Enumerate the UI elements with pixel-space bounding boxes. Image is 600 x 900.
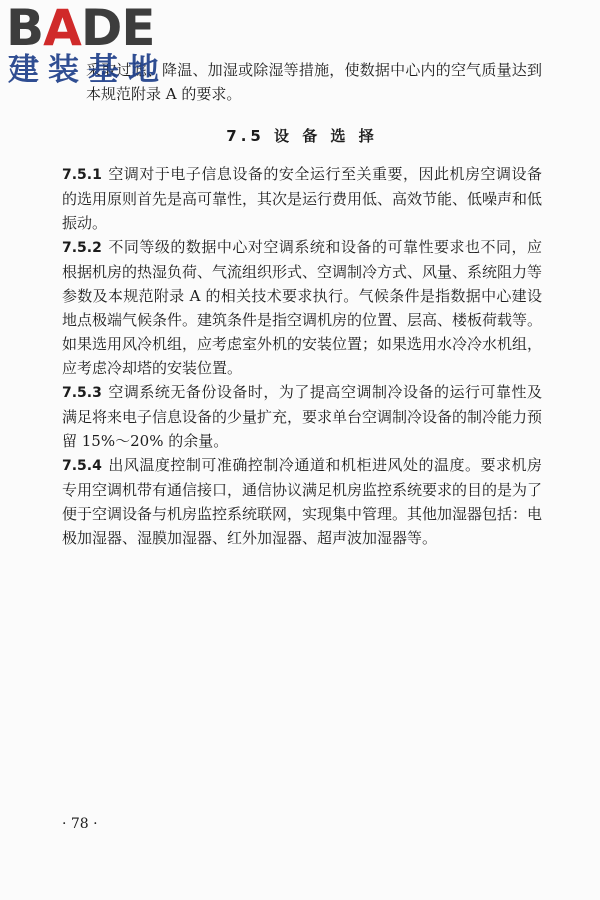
logo-brand	[6, 0, 155, 57]
logo-brand-accent: A	[43, 0, 81, 57]
logo-brand-prefix: B	[6, 0, 44, 57]
page-number: · 78 ·	[62, 816, 98, 832]
clause-text: 空调系统无备份设备时，为了提高空调制冷设备的运行可靠性及满足将来电子信息设备的少量扩充，要求单台空调制冷设备的制冷能力预留 15%～20% 的余量。	[62, 383, 543, 450]
clause-text: 不同等级的数据中心对空调系统和设备的可靠性要求也不同，应根据机房的热湿负荷、气流组织形式、空调制冷方式、风量、系统阻力等参数及本规范附录 A 的相关技术要求执行。气候条件是指数据中心建设地点极端气候条件。建筑条件是指空调机房的位置、层高、楼板荷载等。如果选用风冷机组，应考虑室外机的安装位置；如果选用水冷冷水机组，应考虑冷却塔的安装位置。	[62, 238, 543, 377]
logo-subtitle: 建装基地	[8, 52, 168, 88]
clause-text: 出风温度控制可准确控制冷通道和机柜进风处的温度。要求机房专用空调机带有通信接口，通信协议满足机房监控系统要求的目的是为了便于空调设备与机房监控系统联网，实现集中管理。其他加湿器包括：电极加湿器、湿膜加湿器、红外加湿器、超声波加湿器等。	[62, 456, 543, 547]
document-body	[62, 58, 542, 550]
clause-paragraph	[62, 453, 542, 550]
clause-paragraph	[62, 162, 542, 235]
clause-paragraph	[62, 380, 542, 453]
intro-paragraph: 采取过滤、降温、加湿或除湿等措施，使数据中心内的空气质量达到本规范附录 A 的要求。	[86, 61, 542, 103]
clause-text: 空调对于电子信息设备的安全运行至关重要，因此机房空调设备的选用原则首先是高可靠性，其次是运行费用低、高效节能、低噪声和低振动。	[62, 165, 543, 232]
clause-number: 7.5.4	[62, 458, 102, 474]
clause-paragraph	[62, 235, 542, 380]
clause-number: 7.5.1	[62, 167, 102, 183]
clause-number: 7.5.2	[62, 240, 102, 256]
clause-number: 7.5.3	[62, 385, 102, 401]
logo-brand-suffix: DE	[80, 0, 155, 57]
section-title: 7.5 设 备 选 择	[226, 127, 378, 145]
watermark-logo	[6, 2, 176, 94]
